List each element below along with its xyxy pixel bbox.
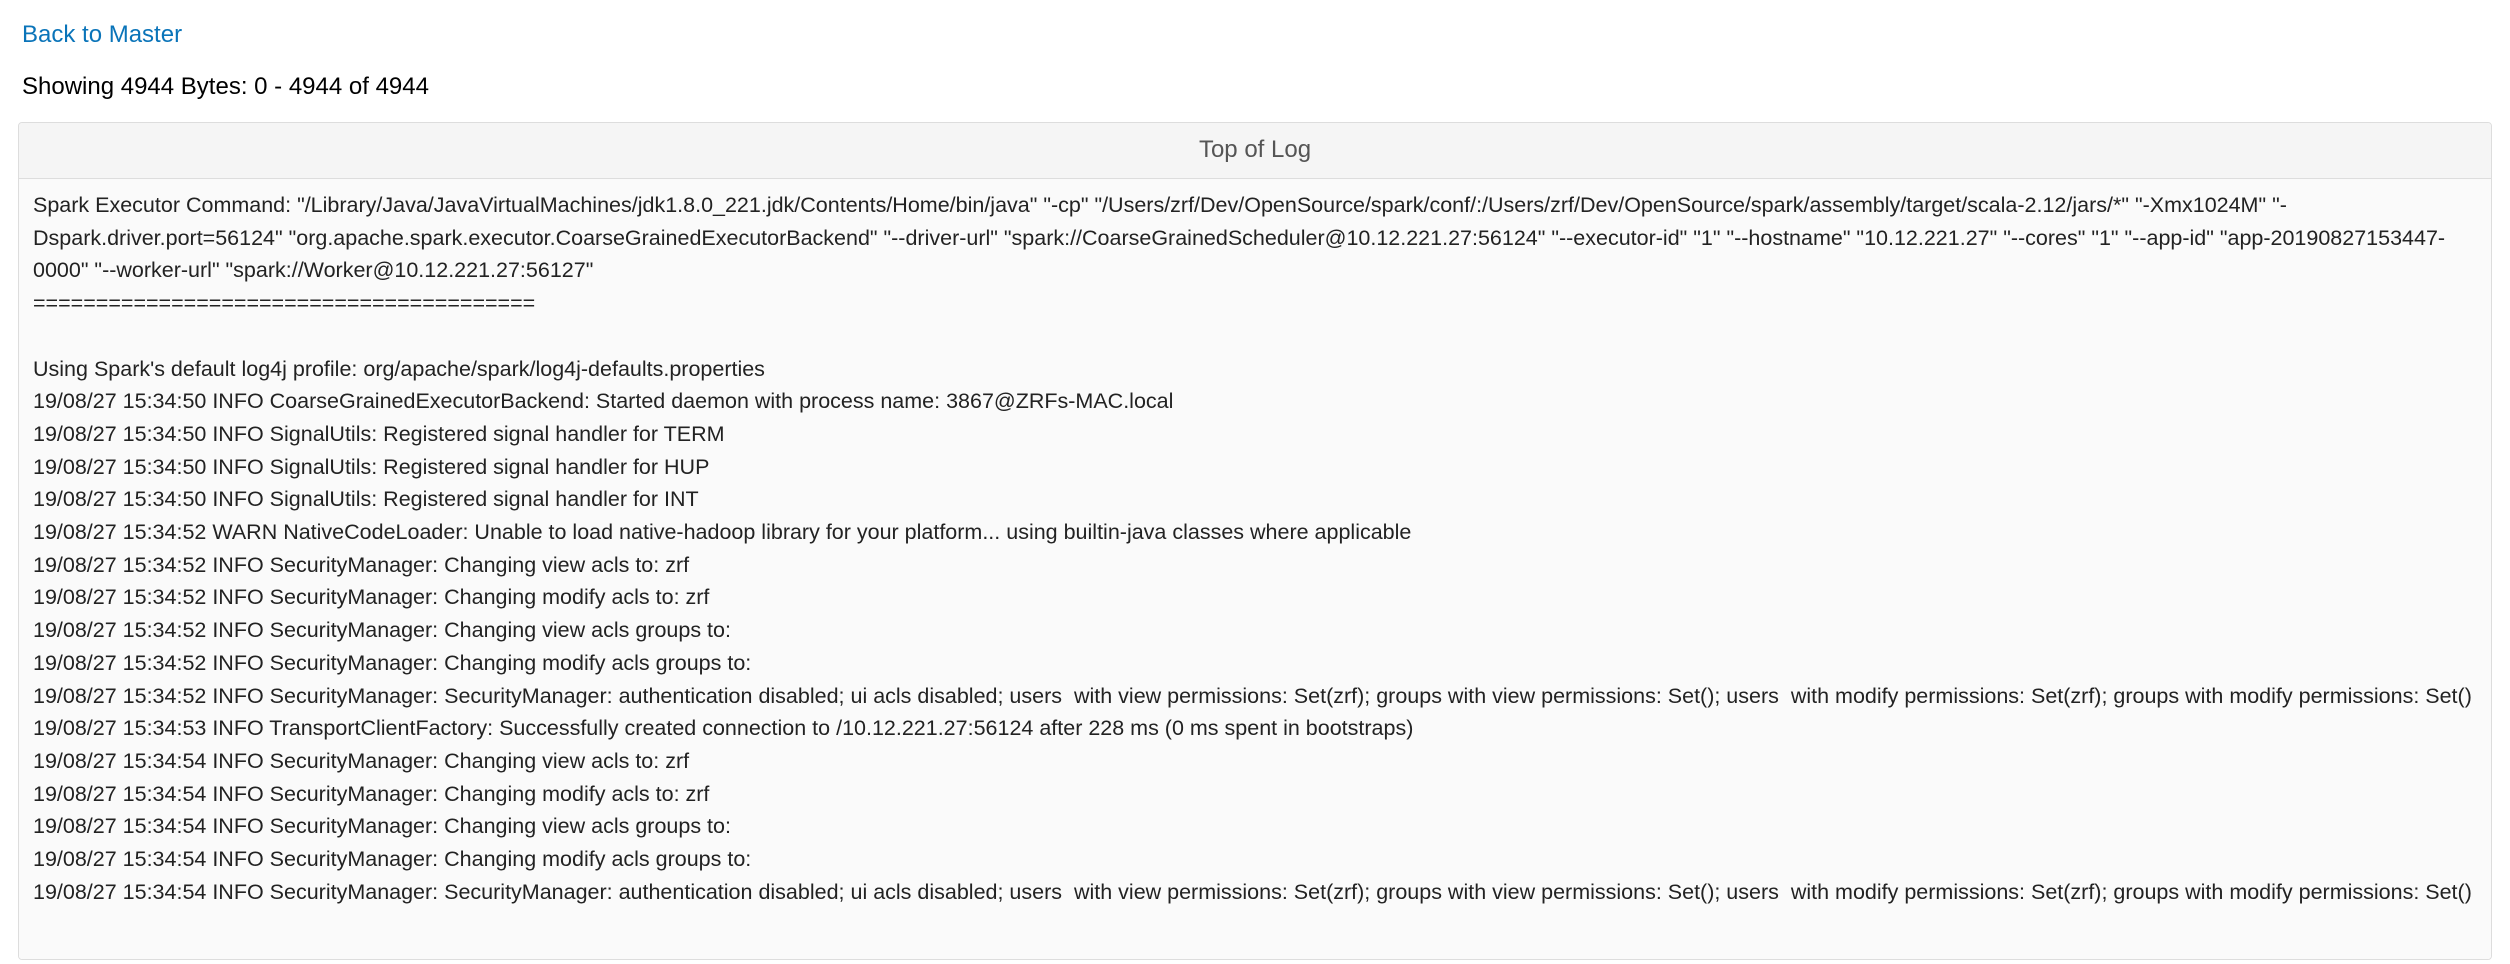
log-panel — [18, 122, 2492, 960]
log-line: 19/08/27 15:34:50 INFO SignalUtils: Registered signal handler for INT — [33, 487, 699, 512]
log-line: 19/08/27 15:34:53 INFO TransportClientFactory: Successfully created connection to /10.12.221.27:56124 after 228 ms (0 ms spent in bootstraps) — [33, 716, 1414, 741]
log-line: 19/08/27 15:34:54 INFO SecurityManager: Changing view acls to: zrf — [33, 748, 690, 773]
log-line: 19/08/27 15:34:54 INFO SecurityManager: Changing modify acls to: zrf — [33, 781, 710, 806]
top-of-log-header: Top of Log — [19, 123, 2491, 179]
log-line — [33, 320, 2477, 353]
log-line: Spark Executor Command: "/Library/Java/JavaVirtualMachines/jdk1.8.0_221.jdk/Contents/Home/bin/java" "-cp" "/Users/zrf/Dev/OpenSource/spark/conf/:/Users/zrf/Dev/OpenSource/spark/assembly/target/scala-2.12/jars/*" "-Xmx1024M" "-Dspark.driver.port=56124" "org.apache.spark.executor.CoarseGrainedExecutorBackend" "--driver-url" "spark://CoarseGrainedScheduler@10.12.221.27:56124" "--executor-id" "1" "--hostname" "10.12.221.27" "--cores" "1" "--app-id" "app-20190827153447-0000" "--worker-url" "spark://Worker@10.12.221.27:56127" — [33, 193, 2446, 283]
log-line: 19/08/27 15:34:50 INFO SignalUtils: Registered signal handler for HUP — [33, 454, 710, 479]
log-line: 19/08/27 15:34:54 INFO SecurityManager: SecurityManager: authentication disabled; ui acls disabled; users with view permissions: Set(zrf); groups with view permissions: Set(); users with modify permissions: Set(zrf); groups with modify permissions: Set() — [33, 879, 2472, 904]
log-line: 19/08/27 15:34:50 INFO SignalUtils: Registered signal handler for TERM — [33, 421, 725, 446]
log-line: 19/08/27 15:34:52 INFO SecurityManager: Changing view acls groups to: — [33, 618, 731, 643]
log-line: 19/08/27 15:34:54 INFO SecurityManager: Changing modify acls groups to: — [33, 847, 752, 872]
log-line: 19/08/27 15:34:54 INFO SecurityManager: Changing view acls groups to: — [33, 814, 731, 839]
log-line: 19/08/27 15:34:52 INFO SecurityManager: Changing modify acls groups to: — [33, 650, 752, 675]
log-line: 19/08/27 15:34:52 INFO SecurityManager: Changing modify acls to: zrf — [33, 585, 710, 610]
log-content[interactable] — [19, 179, 2491, 959]
log-line: ======================================== — [33, 291, 536, 316]
showing-bytes-status: Showing 4944 Bytes: 0 - 4944 of 4944 — [22, 73, 429, 100]
log-line: Using Spark's default log4j profile: org/apache/spark/log4j-defaults.properties — [33, 356, 765, 381]
log-line: 19/08/27 15:34:52 INFO SecurityManager: SecurityManager: authentication disabled; ui acls disabled; users with view permissions: Set(zrf); groups with view permissions: Set(); users with modify permissions: Set(zrf); groups with modify permissions: Set() — [33, 683, 2472, 708]
log-line: 19/08/27 15:34:52 WARN NativeCodeLoader: Unable to load native-hadoop library for your platform... using builtin-java classes where applicable — [33, 520, 1412, 545]
log-line: 19/08/27 15:34:52 INFO SecurityManager: Changing view acls to: zrf — [33, 552, 690, 577]
back-to-master-link[interactable]: Back to Master — [22, 21, 183, 48]
log-line: 19/08/27 15:34:50 INFO CoarseGrainedExecutorBackend: Started daemon with process name: 3867@ZRFs-MAC.local — [33, 389, 1174, 414]
